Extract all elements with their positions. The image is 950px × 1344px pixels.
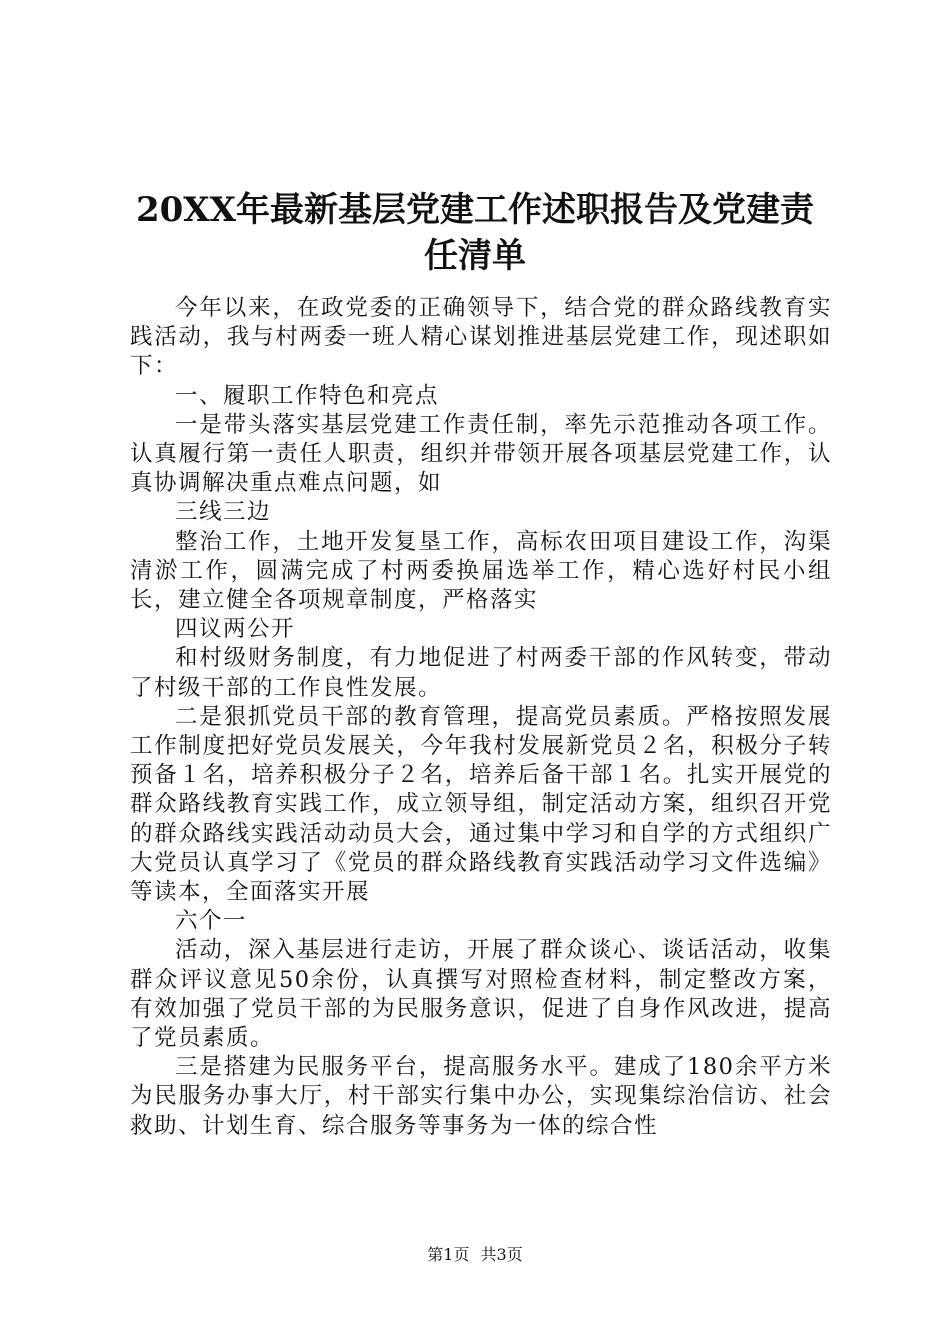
paragraph: 二是狠抓党员干部的教育管理，提高党员素质。严格按照发展工作制度把好党员发展关，今年我村发展新党员２名，积极分子转预备１名，培养积极分子２名，培养后备干部１名。扎实开展党的群众路线教育实践工作，成立领导组，制定活动方案，组织召开党的群众路线实践活动动员大会，通过集中学习和自学的方式组织广大党员认真学习了《党员的群众路线教育实践活动学习文件选编》等读本，全面落实开展 bbox=[130, 703, 832, 906]
paragraph: 今年以来，在政党委的正确领导下，结合党的群众路线教育实践活动，我与村两委一班人精心谋划推进基层党建工作，现述职如下： bbox=[130, 295, 832, 380]
paragraph: 整治工作，土地开发复垦工作，高标农田项目建设工作，沟渠清淤工作，圆满完成了村两委换届选举工作，精心选好村民小组长，建立健全各项规章制度，严格落实 bbox=[130, 528, 832, 614]
page-footer bbox=[0, 1245, 950, 1265]
paragraph: 一是带头落实基层党建工作责任制，率先示范推动各项工作。认真履行第一责任人职责，组织并带领开展各项基层党建工作，认真协调解决重点难点问题，如 bbox=[130, 411, 832, 497]
paragraph: 三是搭建为民服务平台，提高服务水平。建成了180余平方米为民服务办事大厅，村干部实行集中办公，实现集综治信访、社会救助、计划生育、综合服务等事务为一体的综合性 bbox=[130, 1054, 832, 1139]
document-title-line-1: 20XX年最新基层党建工作述职报告及党建责 bbox=[135, 190, 815, 230]
paragraph: 四议两公开 bbox=[175, 616, 296, 643]
document-body bbox=[130, 294, 832, 1141]
paragraph: 六个一 bbox=[175, 908, 248, 935]
page-number: 第1页 bbox=[427, 1245, 470, 1264]
page-total: 共3页 bbox=[480, 1245, 523, 1264]
document-title-line-2: 任清单 bbox=[424, 236, 526, 276]
paragraph: 和村级财务制度，有力地促进了村两委干部的作风转变，带动了村级干部的工作良性发展。 bbox=[130, 645, 832, 701]
paragraph: 三线三边 bbox=[175, 499, 272, 526]
paragraph: 活动，深入基层进行走访，开展了群众谈心、谈话活动，收集群众评议意见50余份，认真撰写对照检查材料，制定整改方案，有效加强了党员干部的为民服务意识，促进了自身作风改进，提高了党员素质。 bbox=[130, 937, 832, 1052]
paragraph: 一、履职工作特色和亮点 bbox=[175, 382, 440, 409]
